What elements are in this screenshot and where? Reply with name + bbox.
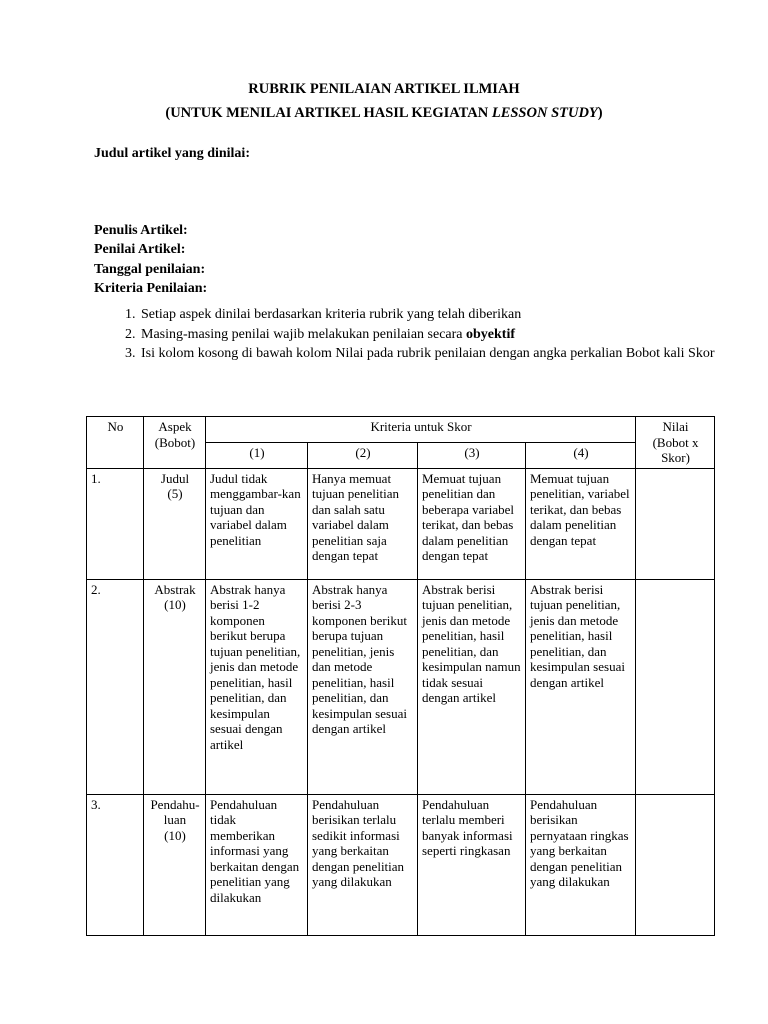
nilai-cell[interactable] bbox=[636, 794, 715, 935]
nilai-cell[interactable] bbox=[636, 468, 715, 579]
row-number: 3. bbox=[87, 794, 144, 935]
header-no: No bbox=[87, 417, 144, 469]
score-2-cell: Pendahuluan berisikan terlalu sedikit informasi yang berkaitan dengan penelitian yang dilakukan bbox=[308, 794, 418, 935]
score-2-cell: Abstrak hanya berisi 2-3 komponen berikut berupa tujuan penelitian, jenis dan metode penelitian, hasil penelitian, dan kesimpulan sesuai dengan artikel bbox=[308, 579, 418, 794]
header-skor-1: (1) bbox=[206, 442, 308, 468]
row-aspek: Abstrak (10) bbox=[144, 579, 206, 794]
header-kriteria: Kriteria untuk Skor bbox=[206, 417, 636, 443]
row-aspek: Judul (5) bbox=[144, 468, 206, 579]
table-row bbox=[87, 794, 715, 935]
score-3-cell: Abstrak berisi tujuan penelitian, jenis dan metode penelitian, hasil penelitian, dan kesimpulan namun tidak sesuai dengan artikel bbox=[418, 579, 526, 794]
score-1-cell: Judul tidak menggambar-kan tujuan dan variabel dalam penelitian bbox=[206, 468, 308, 579]
subtitle-prefix: (UNTUK MENILAI ARTIKEL HASIL KEGIATAN bbox=[165, 105, 492, 121]
score-4-cell: Abstrak berisi tujuan penelitian, jenis dan metode penelitian, hasil penelitian, dan kesimpulan sesuai dengan artikel bbox=[526, 579, 636, 794]
score-1-cell: Abstrak hanya berisi 1-2 komponen berikut berupa tujuan penelitian, jenis dan metode penelitian, hasil penelitian, dan kesimpulan sesuai dengan artikel bbox=[206, 579, 308, 794]
criteria-emphasis: obyektif bbox=[466, 326, 516, 342]
table-row bbox=[87, 579, 715, 794]
nilai-cell[interactable] bbox=[636, 579, 715, 794]
score-3-cell: Pendahuluan terlalu memberi banyak informasi seperti ringkasan bbox=[418, 794, 526, 935]
document-subtitle bbox=[0, 105, 768, 122]
judul-label: Judul artikel yang dinilai: bbox=[94, 146, 250, 161]
subtitle-italic: LESSON STUDY bbox=[491, 105, 598, 121]
header-skor-3: (3) bbox=[418, 442, 526, 468]
document-title: RUBRIK PENILAIAN ARTIKEL ILMIAH bbox=[248, 81, 520, 97]
criteria-item: 1. Setiap aspek dinilai berdasarkan kriteria rubrik yang telah diberikan bbox=[139, 305, 719, 325]
kriteria-label: Kriteria Penilaian: bbox=[94, 281, 208, 296]
criteria-item: 3. Isi kolom kosong di bawah kolom Nilai pada rubrik penilaian dengan angka perkalian Bobot kali Skor bbox=[139, 344, 719, 364]
header-aspek: Aspek (Bobot) bbox=[144, 417, 206, 469]
score-4-cell: Memuat tujuan penelitian, variabel terikat, dan bebas dalam penelitian dengan tepat bbox=[526, 468, 636, 579]
rubric-table bbox=[86, 416, 715, 936]
tanggal-label: Tanggal penilaian: bbox=[94, 262, 206, 277]
score-3-cell: Memuat tujuan penelitian dan beberapa variabel terikat, dan bebas dalam penelitian dengan tepat bbox=[418, 468, 526, 579]
row-aspek: Pendahu- luan (10) bbox=[144, 794, 206, 935]
penilai-label: Penilai Artikel: bbox=[94, 242, 186, 257]
score-4-cell: Pendahuluan berisikan pernyataan ringkas yang berkaitan dengan penelitian yang dilakukan bbox=[526, 794, 636, 935]
row-number: 2. bbox=[87, 579, 144, 794]
header-skor-2: (2) bbox=[308, 442, 418, 468]
header-skor-4: (4) bbox=[526, 442, 636, 468]
table-header-row bbox=[87, 417, 715, 443]
penulis-label: Penulis Artikel: bbox=[94, 223, 188, 238]
score-1-cell: Pendahuluan tidak memberikan informasi yang berkaitan dengan penelitian yang dilakukan bbox=[206, 794, 308, 935]
criteria-list bbox=[116, 305, 719, 364]
header-nilai: Nilai (Bobot x Skor) bbox=[636, 417, 715, 469]
row-number: 1. bbox=[87, 468, 144, 579]
subtitle-suffix: ) bbox=[597, 105, 603, 121]
score-2-cell: Hanya memuat tujuan penelitian dan salah satu variabel dalam penelitian saja dengan tepat bbox=[308, 468, 418, 579]
criteria-item: 2. Masing-masing penilai wajib melakukan penilaian secara obyektif bbox=[139, 325, 719, 345]
table-row bbox=[87, 468, 715, 579]
